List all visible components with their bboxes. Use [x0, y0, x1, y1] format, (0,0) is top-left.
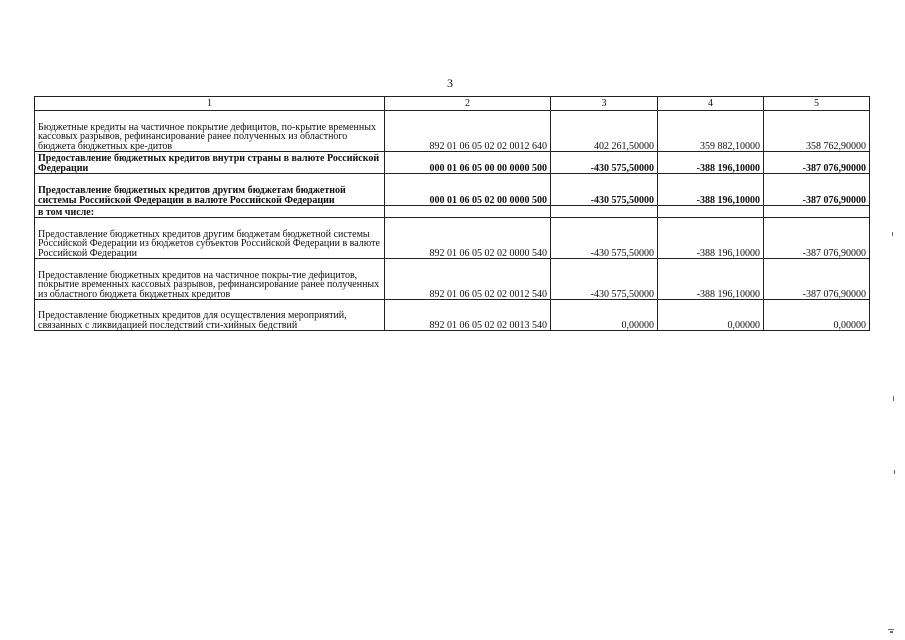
- row-value-col3: -430 575,50000: [551, 259, 658, 300]
- column-number-2: 2: [385, 97, 551, 111]
- row-value-col5: -387 076,90000: [764, 218, 870, 259]
- row-value-col3: 402 261,50000: [551, 111, 658, 152]
- table-row: [35, 111, 870, 152]
- row-value-col5: -387 076,90000: [764, 174, 870, 206]
- budget-table: [34, 96, 870, 331]
- row-description: Предоставление бюджетных кредитов на частичное покры-тие дефицитов, покрытие временных кассовых разрывов, рефинансирование ранее полученных из областного бюджета бюджетных кредитов: [35, 259, 385, 300]
- column-number-1: 1: [35, 97, 385, 111]
- row-description: Предоставление бюджетных кредитов для осуществления мероприятий, связанных с ликвидацией последствий сти-хийных бедствий: [35, 300, 385, 331]
- row-value-col5: [764, 206, 870, 218]
- scan-artifact-mark: [888, 629, 894, 630]
- row-value-col3: -430 575,50000: [551, 218, 658, 259]
- column-number-5: 5: [764, 97, 870, 111]
- table-row: [35, 218, 870, 259]
- row-description: Бюджетные кредиты на частичное покрытие дефицитов, по-крытие временных кассовых разрывов, рефинансирование ранее полученных из областного бюджета бюджетных кре-дитов: [35, 111, 385, 152]
- row-code: 892 01 06 05 02 02 0000 540: [385, 218, 551, 259]
- scan-artifact-mark: [890, 631, 893, 633]
- row-code: 892 01 06 05 02 02 0012 640: [385, 111, 551, 152]
- row-value-col3: -430 575,50000: [551, 152, 658, 174]
- row-value-col5: 358 762,90000: [764, 111, 870, 152]
- table-row: [35, 300, 870, 331]
- row-value-col5: 0,00000: [764, 300, 870, 331]
- row-description: в том числе:: [35, 206, 385, 218]
- table-row: [35, 152, 870, 174]
- column-number-row: [35, 97, 870, 111]
- scan-artifact-mark: [892, 232, 893, 236]
- row-description: Предоставление бюджетных кредитов другим бюджетам бюджетной системы Российской Федерации из бюджетов субъектов Российской Федерации в валюте Российской Федерации: [35, 218, 385, 259]
- scan-artifact-mark: [894, 470, 895, 474]
- row-value-col4: -388 196,10000: [658, 218, 764, 259]
- row-value-col4: 0,00000: [658, 300, 764, 331]
- row-code: 892 01 06 05 02 02 0013 540: [385, 300, 551, 331]
- table-row: [35, 206, 870, 218]
- row-code: [385, 206, 551, 218]
- table-row: [35, 259, 870, 300]
- row-code: 000 01 06 05 02 00 0000 500: [385, 174, 551, 206]
- row-value-col4: -388 196,10000: [658, 259, 764, 300]
- page-number: 3: [447, 76, 453, 90]
- row-value-col3: -430 575,50000: [551, 174, 658, 206]
- row-value-col4: -388 196,10000: [658, 152, 764, 174]
- row-value-col3: 0,00000: [551, 300, 658, 331]
- scan-artifact-mark: [893, 396, 894, 401]
- row-code: 892 01 06 05 02 02 0012 540: [385, 259, 551, 300]
- row-value-col4: [658, 206, 764, 218]
- column-number-3: 3: [551, 97, 658, 111]
- row-value-col5: -387 076,90000: [764, 259, 870, 300]
- row-value-col4: -388 196,10000: [658, 174, 764, 206]
- row-code: 000 01 06 05 00 00 0000 500: [385, 152, 551, 174]
- column-number-4: 4: [658, 97, 764, 111]
- row-value-col3: [551, 206, 658, 218]
- table-row: [35, 174, 870, 206]
- row-description: Предоставление бюджетных кредитов другим бюджетам бюджетной системы Российской Федерации в валюте Российской Федерации: [35, 174, 385, 206]
- row-value-col4: 359 882,10000: [658, 111, 764, 152]
- row-value-col5: -387 076,90000: [764, 152, 870, 174]
- row-description: Предоставление бюджетных кредитов внутри страны в валюте Российской Федерации: [35, 152, 385, 174]
